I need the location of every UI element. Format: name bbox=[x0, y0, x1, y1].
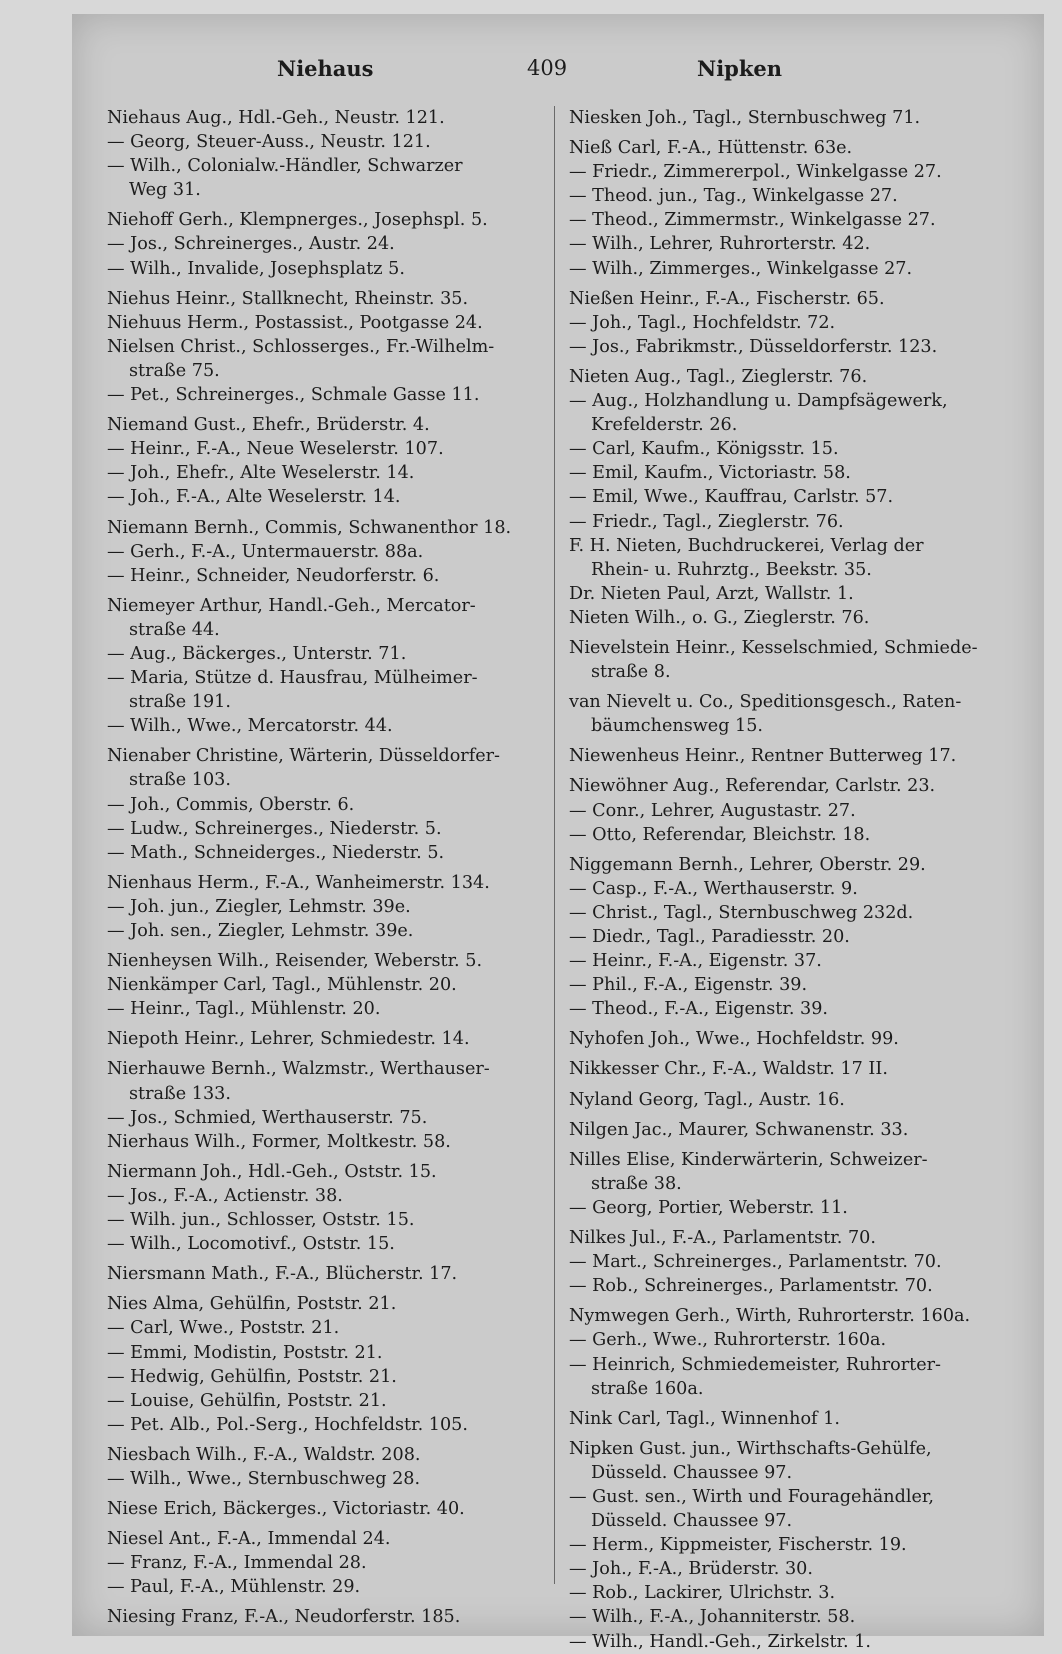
entry-continuation-line: Düsseld. Chaussee 97. bbox=[591, 1511, 793, 1532]
entry-line: — Wilh., Lehrer, Ruhrorterstr. 42. bbox=[569, 234, 871, 255]
entry-line: — Heinr., Schneider, Neudorferstr. 6. bbox=[107, 565, 440, 586]
entry-line: — Diedr., Tagl., Paradiesstr. 20. bbox=[569, 927, 850, 947]
directory-entry bbox=[569, 1485, 997, 1533]
entry-line: — Ludw., Schreinerges., Niederstr. 5. bbox=[107, 818, 442, 839]
directory-entry bbox=[569, 1148, 997, 1196]
directory-entry bbox=[569, 257, 997, 281]
entry-line: — Gerh., Wwe., Ruhrorterstr. 160a. bbox=[569, 1330, 887, 1351]
entry-line: — Joh. sen., Ziegler, Lehmstr. 39e. bbox=[107, 921, 414, 941]
entry-continuation-line: Rhein- u. Ruhrztg., Beekstr. 35. bbox=[591, 559, 872, 580]
directory-entry bbox=[107, 1413, 535, 1437]
entry-line: Niemann Bernh., Commis, Schwanenthor 18. bbox=[107, 517, 512, 538]
directory-entry bbox=[569, 208, 997, 232]
directory-entry bbox=[569, 1196, 997, 1220]
entry-line: — Heinrich, Schmiedemeister, Ruhrorter- bbox=[569, 1354, 941, 1375]
entry-line: — Heinr., Tagl., Mühlenstr. 20. bbox=[107, 999, 381, 1020]
directory-entry bbox=[569, 1407, 997, 1431]
entry-line: Nyland Georg, Tagl., Austr. 16. bbox=[569, 1089, 845, 1110]
entry-line: — Joh., F.-A., Brüderstr. 30. bbox=[569, 1559, 813, 1580]
entry-line: Niesbach Wilh., F.-A., Waldstr. 208. bbox=[107, 1444, 421, 1465]
directory-entry bbox=[569, 510, 997, 534]
entry-line: Niesken Joh., Tagl., Sternbuschweg 71. bbox=[569, 108, 921, 128]
directory-entry bbox=[107, 1316, 535, 1340]
entry-line: Niehaus Aug., Hdl.-Geh., Neustr. 121. bbox=[107, 108, 445, 128]
directory-page bbox=[72, 14, 1044, 1652]
entry-line: Nilgen Jac., Maurer, Schwanenstr. 33. bbox=[569, 1119, 909, 1140]
entry-continuation-line: Düsseld. Chaussee 97. bbox=[591, 1462, 793, 1483]
entry-line: — Casp., F.-A., Werthauserstr. 9. bbox=[569, 878, 858, 899]
directory-entry bbox=[569, 997, 997, 1021]
directory-entry bbox=[569, 823, 997, 847]
directory-entry bbox=[107, 1551, 535, 1575]
entry-line: — Rob., Schreinerges., Parlamentstr. 70. bbox=[569, 1276, 933, 1297]
entry-line: — Jos., Schreinerges., Austr. 24. bbox=[107, 234, 395, 255]
directory-entry bbox=[107, 594, 535, 642]
entry-line: — Carl, Kaufm., Königsstr. 15. bbox=[569, 439, 839, 460]
directory-entry bbox=[107, 793, 535, 817]
directory-entry bbox=[107, 1106, 535, 1130]
directory-entry bbox=[569, 534, 997, 582]
entry-line: — Emmi, Modistin, Poststr. 21. bbox=[107, 1342, 383, 1363]
directory-entry bbox=[107, 1232, 535, 1256]
entry-line: Nieten Aug., Tagl., Zieglerstr. 76. bbox=[569, 366, 868, 387]
entry-line: Nienheysen Wilh., Reisender, Weberstr. 5. bbox=[107, 951, 483, 972]
entry-line: — Heinr., F.-A., Eigenstr. 37. bbox=[569, 951, 822, 972]
directory-entry bbox=[107, 1341, 535, 1365]
directory-entry bbox=[107, 949, 535, 973]
directory-entry bbox=[107, 1527, 535, 1551]
entry-line: Nyhofen Joh., Wwe., Hochfeldstr. 99. bbox=[569, 1029, 899, 1050]
entry-line: Niersmann Math., F.-A., Blücherstr. 17. bbox=[107, 1264, 458, 1285]
entry-line: — Phil., F.-A., Eigenstr. 39. bbox=[569, 975, 808, 996]
entry-line: — Joh., Ehefr., Alte Weselerstr. 14. bbox=[107, 463, 415, 484]
directory-entry bbox=[107, 1443, 535, 1467]
entry-line: Niehus Heinr., Stallknecht, Rheinstr. 35. bbox=[107, 288, 469, 309]
right-column bbox=[569, 106, 997, 1654]
entry-line: — Wilh., Locomotivf., Oststr. 15. bbox=[107, 1234, 395, 1255]
entry-continuation-line: Weg 31. bbox=[129, 180, 201, 201]
directory-entry bbox=[107, 997, 535, 1021]
directory-entry bbox=[569, 136, 997, 160]
entry-line: — Mart., Schreinerges., Parlamentstr. 70. bbox=[569, 1252, 942, 1273]
entry-line: Niemand Gust., Ehefr., Brüderstr. 4. bbox=[107, 415, 430, 436]
entry-line: Niewenheus Heinr., Rentner Butterweg 17. bbox=[569, 746, 957, 767]
entry-line: — Emil, Kaufm., Victoriastr. 58. bbox=[569, 463, 851, 484]
directory-entry bbox=[569, 461, 997, 485]
directory-entry bbox=[569, 1557, 997, 1581]
entry-line: F. H. Nieten, Buchdruckerei, Verlag der bbox=[569, 535, 924, 556]
directory-entry bbox=[569, 160, 997, 184]
directory-entry bbox=[107, 1184, 535, 1208]
entry-line: — Conr., Lehrer, Augustastr. 27. bbox=[569, 800, 856, 821]
directory-entry bbox=[569, 1353, 997, 1401]
entry-line: Nienkämper Carl, Tagl., Mühlenstr. 20. bbox=[107, 975, 457, 996]
entry-line: — Joh., F.-A., Alte Weselerstr. 14. bbox=[107, 487, 401, 508]
entry-line: Niesel Ant., F.-A., Immendal 24. bbox=[107, 1529, 391, 1550]
entry-line: — Aug., Holzhandlung u. Dampfsägewerk, bbox=[569, 391, 948, 412]
entry-line: — Jos., Schmied, Werthauserstr. 75. bbox=[107, 1107, 428, 1128]
entry-line: Nienaber Christine, Wärterin, Düsseldorfer- bbox=[107, 746, 500, 767]
entry-line: — Hedwig, Gehülfin, Poststr. 21. bbox=[107, 1366, 397, 1387]
directory-entry bbox=[569, 1304, 997, 1328]
entry-line: — Joh., Commis, Oberstr. 6. bbox=[107, 794, 355, 815]
entry-line: Niemeyer Arthur, Handl.-Geh., Mercator- bbox=[107, 595, 476, 616]
directory-entry bbox=[569, 1274, 997, 1298]
entry-line: — Heinr., F.-A., Neue Weselerstr. 107. bbox=[107, 439, 444, 460]
directory-entry bbox=[569, 973, 997, 997]
entry-line: — Theod. jun., Tag., Winkelgasse 27. bbox=[569, 186, 898, 207]
directory-entry bbox=[569, 106, 997, 130]
entry-line: Nipken Gust. jun., Wirthschafts-Gehülfe, bbox=[569, 1438, 932, 1459]
entry-line: — Jos., Fabrikmstr., Düsseldorferstr. 123. bbox=[569, 336, 938, 357]
directory-entry bbox=[107, 208, 535, 232]
entry-line: — Friedr., Tagl., Zieglerstr. 76. bbox=[569, 511, 844, 532]
directory-entry bbox=[107, 1605, 535, 1629]
directory-entry bbox=[107, 383, 535, 407]
entry-line: Niermann Joh., Hdl.-Geh., Oststr. 15. bbox=[107, 1161, 437, 1182]
directory-entry bbox=[107, 817, 535, 841]
directory-entry bbox=[569, 799, 997, 823]
entry-line: — Wilh., Invalide, Josephsplatz 5. bbox=[107, 258, 405, 279]
directory-entry bbox=[107, 461, 535, 485]
directory-entry bbox=[569, 311, 997, 335]
entry-line: Niggemann Bernh., Lehrer, Oberstr. 29. bbox=[569, 854, 926, 875]
directory-entry bbox=[569, 1630, 997, 1654]
directory-entry bbox=[569, 925, 997, 949]
entry-line: — Wilh., Wwe., Mercatorstr. 44. bbox=[107, 716, 393, 737]
directory-entry bbox=[107, 642, 535, 666]
entry-line: — Georg, Steuer-Auss., Neustr. 121. bbox=[107, 132, 431, 153]
entry-line: Nies Alma, Gehülfin, Poststr. 21. bbox=[107, 1294, 397, 1315]
entry-line: — Pet. Alb., Pol.-Serg., Hochfeldstr. 105. bbox=[107, 1414, 468, 1435]
entry-line: — Theod., F.-A., Eigenstr. 39. bbox=[569, 999, 828, 1020]
entry-line: — Paul, F.-A., Mühlenstr. 29. bbox=[107, 1577, 361, 1598]
directory-entry bbox=[107, 106, 535, 130]
directory-entry bbox=[107, 564, 535, 588]
page-header bbox=[72, 48, 1044, 88]
entry-continuation-line: straße 38. bbox=[591, 1173, 682, 1194]
directory-entry bbox=[107, 1027, 535, 1051]
entry-continuation-line: straße 44. bbox=[129, 619, 220, 640]
entry-line: — Friedr., Zimmererpol., Winkelgasse 27. bbox=[569, 162, 942, 183]
entry-line: Nielsen Christ., Schlosserges., Fr.-Wilhelm- bbox=[107, 336, 495, 357]
directory-entry bbox=[569, 1437, 997, 1485]
directory-entry bbox=[107, 1497, 535, 1521]
left-column bbox=[107, 106, 535, 1630]
entry-line: — Wilh., Colonialw.-Händler, Schwarzer bbox=[107, 156, 463, 177]
directory-entry bbox=[569, 365, 997, 389]
entry-continuation-line: bäumchensweg 15. bbox=[591, 716, 764, 737]
directory-entry bbox=[107, 1292, 535, 1316]
directory-entry bbox=[569, 1226, 997, 1250]
directory-entry bbox=[107, 540, 535, 564]
entry-line: Nienhaus Herm., F.-A., Wanheimerstr. 134. bbox=[107, 872, 490, 893]
entry-line: Nymwegen Gerh., Wirth, Ruhrorterstr. 160a. bbox=[569, 1306, 971, 1327]
entry-line: — Wilh., Handl.-Geh., Zirkelstr. 1. bbox=[569, 1631, 871, 1652]
directory-entry bbox=[569, 901, 997, 925]
entry-line: Nieß Carl, F.-A., Hüttenstr. 63e. bbox=[569, 138, 853, 159]
directory-entry bbox=[569, 485, 997, 509]
entry-line: Dr. Nieten Paul, Arzt, Wallstr. 1. bbox=[569, 583, 854, 604]
entry-line: — Joh. jun., Ziegler, Lehmstr. 39e. bbox=[107, 896, 411, 917]
directory-entry bbox=[569, 744, 997, 768]
directory-entry bbox=[569, 636, 997, 684]
directory-entry bbox=[107, 1130, 535, 1154]
directory-entry bbox=[107, 413, 535, 437]
directory-entry bbox=[107, 1262, 535, 1286]
entry-continuation-line: Krefelderstr. 26. bbox=[591, 415, 738, 436]
entry-line: Niewöhner Aug., Referendar, Carlstr. 23. bbox=[569, 776, 936, 797]
entry-line: — Wilh., Zimmerges., Winkelgasse 27. bbox=[569, 258, 913, 279]
page-number: 409 bbox=[527, 56, 568, 80]
entry-line: — Wilh. jun., Schlosser, Oststr. 15. bbox=[107, 1210, 415, 1231]
entry-line: — Joh., Tagl., Hochfeldstr. 72. bbox=[569, 312, 836, 333]
directory-entry bbox=[107, 714, 535, 738]
directory-entry bbox=[107, 287, 535, 311]
directory-entry bbox=[569, 1605, 997, 1629]
entry-line: — Wilh., Wwe., Sternbuschweg 28. bbox=[107, 1468, 421, 1489]
entry-line: — Wilh., F.-A., Johanniterstr. 58. bbox=[569, 1607, 856, 1628]
directory-entry bbox=[107, 437, 535, 461]
directory-entry bbox=[569, 287, 997, 311]
directory-entry bbox=[569, 1057, 997, 1081]
directory-entry bbox=[569, 437, 997, 461]
directory-entry bbox=[569, 1027, 997, 1051]
directory-entry bbox=[569, 877, 997, 901]
entry-line: — Georg, Portier, Weberstr. 11. bbox=[569, 1197, 848, 1218]
entry-line: — Herm., Kippmeister, Fischerstr. 19. bbox=[569, 1535, 907, 1556]
entry-line: — Gust. sen., Wirth und Fouragehändler, bbox=[569, 1486, 934, 1507]
entry-line: — Christ., Tagl., Sternbuschweg 232d. bbox=[569, 902, 914, 923]
directory-entry bbox=[107, 841, 535, 865]
directory-entry bbox=[107, 232, 535, 256]
directory-entry bbox=[107, 1057, 535, 1105]
entry-line: — Jos., F.-A., Actienstr. 38. bbox=[107, 1185, 343, 1206]
entry-line: Nießen Heinr., F.-A., Fischerstr. 65. bbox=[569, 288, 885, 309]
entry-continuation-line: straße 133. bbox=[129, 1083, 231, 1104]
directory-entry bbox=[569, 582, 997, 606]
entry-line: — Pet., Schreinerges., Schmale Gasse 11. bbox=[107, 385, 480, 406]
entry-line: — Gerh., F.-A., Untermauerstr. 88a. bbox=[107, 541, 424, 562]
directory-entry bbox=[569, 1250, 997, 1274]
directory-entry bbox=[569, 1581, 997, 1605]
entry-line: Niehuus Herm., Postassist., Pootgasse 24. bbox=[107, 312, 483, 333]
entry-continuation-line: straße 191. bbox=[129, 692, 231, 713]
directory-entry bbox=[569, 774, 997, 798]
directory-entry bbox=[107, 1575, 535, 1599]
directory-entry bbox=[107, 1208, 535, 1232]
directory-entry bbox=[107, 1389, 535, 1413]
entry-line: Nievelstein Heinr., Kesselschmied, Schmiede- bbox=[569, 637, 978, 658]
directory-entry bbox=[107, 485, 535, 509]
directory-entry bbox=[107, 973, 535, 997]
entry-line: Nilles Elise, Kinderwärterin, Schweizer- bbox=[569, 1149, 928, 1170]
entry-continuation-line: straße 160a. bbox=[591, 1378, 704, 1399]
directory-entry bbox=[107, 154, 535, 202]
entry-line: Nilkes Jul., F.-A., Parlamentstr. 70. bbox=[569, 1228, 876, 1249]
directory-entry bbox=[107, 919, 535, 943]
entry-line: Nierhauwe Bernh., Walzmstr., Werthauser- bbox=[107, 1059, 490, 1080]
directory-entry bbox=[569, 606, 997, 630]
directory-entry bbox=[107, 744, 535, 792]
header-left-keyword: Niehaus bbox=[277, 56, 374, 81]
entry-continuation-line: straße 103. bbox=[129, 770, 231, 791]
directory-entry bbox=[107, 871, 535, 895]
directory-entry bbox=[107, 311, 535, 335]
entry-line: — Carl, Wwe., Poststr. 21. bbox=[107, 1318, 340, 1339]
column-divider bbox=[554, 106, 555, 1584]
directory-entry bbox=[107, 666, 535, 714]
entry-line: — Emil, Wwe., Kauffrau, Carlstr. 57. bbox=[569, 487, 894, 508]
entry-line: Nink Carl, Tagl., Winnenhof 1. bbox=[569, 1408, 840, 1429]
directory-entry bbox=[569, 389, 997, 437]
entry-line: Niesing Franz, F.-A., Neudorferstr. 185. bbox=[107, 1607, 461, 1628]
entry-line: — Math., Schneiderges., Niederstr. 5. bbox=[107, 842, 445, 863]
entry-line: Nieten Wilh., o. G., Zieglerstr. 76. bbox=[569, 607, 870, 628]
directory-entry bbox=[569, 335, 997, 359]
directory-entry bbox=[569, 1533, 997, 1557]
header-right-keyword: Nipken bbox=[697, 56, 783, 81]
directory-entry bbox=[107, 130, 535, 154]
entry-continuation-line: straße 75. bbox=[129, 360, 220, 381]
directory-entry bbox=[107, 257, 535, 281]
directory-entry bbox=[107, 1160, 535, 1184]
directory-entry bbox=[569, 690, 997, 738]
entry-line: — Theod., Zimmermstr., Winkelgasse 27. bbox=[569, 210, 936, 231]
directory-entry bbox=[107, 1365, 535, 1389]
directory-entry bbox=[107, 1467, 535, 1491]
entry-continuation-line: straße 8. bbox=[591, 662, 671, 683]
entry-line: Niepoth Heinr., Lehrer, Schmiedestr. 14. bbox=[107, 1029, 470, 1050]
directory-entry bbox=[569, 232, 997, 256]
entry-line: Nikkesser Chr., F.-A., Waldstr. 17 II. bbox=[569, 1059, 888, 1080]
entry-line: van Nievelt u. Co., Speditionsgesch., Raten- bbox=[569, 692, 962, 713]
entry-line: — Louise, Gehülfin, Poststr. 21. bbox=[107, 1390, 387, 1411]
directory-entry bbox=[569, 949, 997, 973]
directory-entry bbox=[107, 895, 535, 919]
directory-entry bbox=[569, 853, 997, 877]
entry-line: Nierhaus Wilh., Former, Moltkestr. 58. bbox=[107, 1131, 451, 1152]
directory-entry bbox=[569, 1328, 997, 1352]
directory-entry bbox=[569, 1088, 997, 1112]
directory-entry bbox=[569, 1118, 997, 1142]
entry-line: — Otto, Referendar, Bleichstr. 18. bbox=[569, 824, 871, 845]
entry-line: Niese Erich, Bäckerges., Victoriastr. 40. bbox=[107, 1499, 465, 1520]
directory-entry bbox=[569, 184, 997, 208]
entry-line: — Franz, F.-A., Immendal 28. bbox=[107, 1553, 367, 1574]
directory-entry bbox=[107, 516, 535, 540]
entry-line: Niehoff Gerh., Klempnerges., Josephspl. 5. bbox=[107, 210, 488, 231]
entry-line: — Maria, Stütze d. Hausfrau, Mülheimer- bbox=[107, 668, 478, 689]
entry-line: — Rob., Lackirer, Ulrichstr. 3. bbox=[569, 1583, 836, 1604]
entry-line: — Aug., Bäckerges., Unterstr. 71. bbox=[107, 643, 407, 664]
directory-entry bbox=[107, 335, 535, 383]
